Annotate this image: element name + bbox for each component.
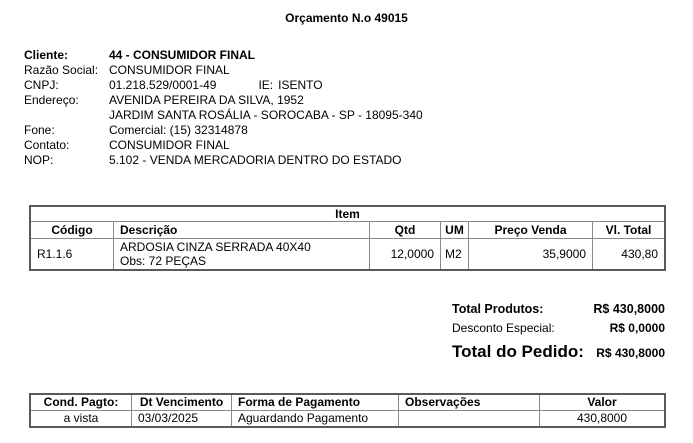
endereco-row: [24, 93, 423, 108]
table-row: [31, 239, 665, 270]
nop-row: [24, 153, 423, 168]
item-total: 430,80: [593, 239, 665, 270]
item-descricao-text: ARDOSIA CINZA SERRADA 40X40: [120, 240, 311, 254]
desconto-value: R$ 0,0000: [609, 321, 665, 335]
col-descricao: Descrição: [114, 222, 370, 239]
total-pedido-label: Total do Pedido:: [452, 342, 584, 361]
pay-forma: Aguardando Pagamento: [232, 411, 399, 427]
nop-label: NOP:: [24, 153, 54, 167]
total-produtos-value: R$ 430,8000: [593, 302, 665, 316]
col-cond-pagto: Cond. Pagto:: [31, 395, 132, 411]
contato-label: Contato:: [24, 138, 70, 152]
items-header-row: [31, 222, 665, 239]
cnpj-label: CNPJ:: [24, 78, 59, 92]
spacer: [24, 108, 109, 123]
razao-value: CONSUMIDOR FINAL: [109, 63, 230, 77]
col-forma-pagamento: Forma de Pagamento: [232, 395, 399, 411]
payment-header-row: [31, 395, 665, 411]
pay-cond: a vista: [31, 411, 132, 427]
fone-row: [24, 123, 423, 138]
item-codigo: R1.1.6: [31, 239, 114, 270]
endereco-line2: JARDIM SANTA ROSÁLIA - SOROCABA - SP - 18095-340: [109, 108, 423, 122]
total-produtos-label: Total Produtos:: [452, 302, 544, 316]
document-title: Orçamento N.o 49015: [285, 11, 408, 25]
contato-value: CONSUMIDOR FINAL: [109, 138, 230, 152]
total-pedido-row: [452, 342, 665, 362]
items-table: [30, 206, 665, 270]
table-row: [31, 411, 665, 427]
ie-label: IE:: [258, 78, 274, 92]
pay-valor: 430,8000: [540, 411, 665, 427]
col-preco: Preço Venda: [469, 222, 593, 239]
fone-label: Fone:: [24, 123, 55, 137]
cnpj-value: 01.218.529/0001-49: [109, 78, 217, 92]
col-um: UM: [441, 222, 469, 239]
razao-row: [24, 63, 423, 78]
endereco-label: Endereço:: [24, 93, 79, 107]
desconto-row: [452, 321, 665, 335]
item-descricao: [114, 239, 370, 270]
pay-observacoes: [399, 411, 540, 427]
item-obs: Obs: 72 PEÇAS: [120, 254, 207, 268]
desconto-label: Desconto Especial:: [452, 321, 555, 335]
payment-table: [30, 394, 665, 427]
col-codigo: Código: [31, 222, 114, 239]
col-total: Vl. Total: [593, 222, 665, 239]
contato-row: [24, 138, 423, 153]
col-observacoes: Observações: [399, 395, 540, 411]
cliente-value: 44 - CONSUMIDOR FINAL: [109, 48, 256, 62]
endereco-row-2: [24, 108, 423, 123]
item-um: M2: [441, 239, 469, 270]
item-qtd: 12,0000: [370, 239, 441, 270]
pay-vencimento: 03/03/2025: [132, 411, 232, 427]
fone-value: Comercial: (15) 32314878: [109, 123, 248, 137]
razao-label: Razão Social:: [24, 63, 99, 77]
items-caption: Item: [31, 207, 665, 222]
col-valor: Valor: [540, 395, 665, 411]
item-preco: 35,9000: [469, 239, 593, 270]
col-qtd: Qtd: [370, 222, 441, 239]
total-pedido-value: R$ 430,8000: [596, 346, 665, 360]
customer-info: [24, 48, 423, 168]
cliente-label: Cliente:: [24, 48, 69, 62]
col-dt-vencimento: Dt Vencimento: [132, 395, 232, 411]
total-produtos-row: [452, 302, 665, 316]
ie-value: ISENTO: [278, 78, 323, 92]
cnpj-row: [24, 78, 423, 93]
nop-value: 5.102 - VENDA MERCADORIA DENTRO DO ESTADO: [109, 153, 402, 167]
endereco-line1: AVENIDA PEREIRA DA SILVA, 1952: [109, 93, 304, 107]
cliente-row: [24, 48, 423, 63]
